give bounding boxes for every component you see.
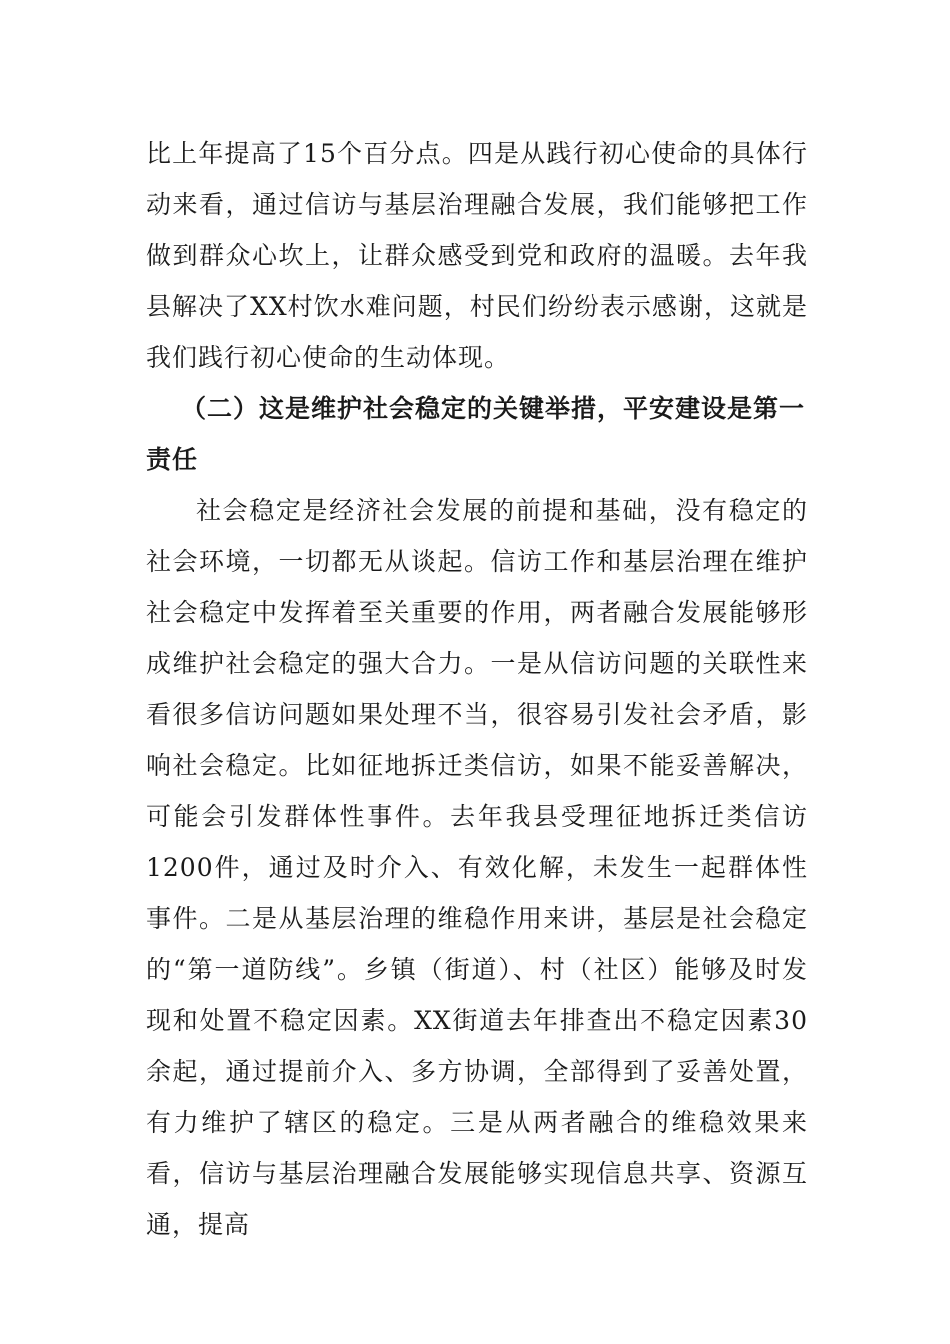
paragraph-social-stability: 社会稳定是经济社会发展的前提和基础，没有稳定的社会环境，一切都无从谈起。信访工作和基层治理在维护社会稳定中发挥着至关重要的作用，两者融合发展能够形成维护社会稳定的强大合力。一是从信访问题的关联性来看很多信访问题如果处理不当，很容易引发社会矛盾，影响社会稳定。比如征地拆迁类信访，如果不能妥善解决，可能会引发群体性事件。去年我县受理征地拆迁类信访1200件，通过及时介入、有效化解，未发生一起群体性事件。二是从基层治理的维稳作用来讲，基层是社会稳定的“第一道防线”。乡镇（街道）、村（社区）能够及时发现和处置不稳定因素。XX街道去年排查出不稳定因素30余起，通过提前介入、多方协调，全部得到了妥善处置，有力维护了辖区的稳定。三是从两者融合的维稳效果来看，信访与基层治理融合发展能够实现信息共享、资源互通，提高 (146, 496, 808, 1239)
document-body (146, 128, 808, 1250)
paragraph-continued-from-previous-page: 比上年提高了15个百分点。四是从践行初心使命的具体行动来看，通过信访与基层治理融合发展，我们能够把工作做到群众心坎上，让群众感受到党和政府的温暖。去年我县解决了XX村饮水难问题，村民们纷纷表示感谢，这就是我们践行初心使命的生动体现。 (146, 139, 808, 372)
section-heading-2: （二）这是维护社会稳定的关键举措，平安建设是第一责任 (146, 394, 806, 474)
